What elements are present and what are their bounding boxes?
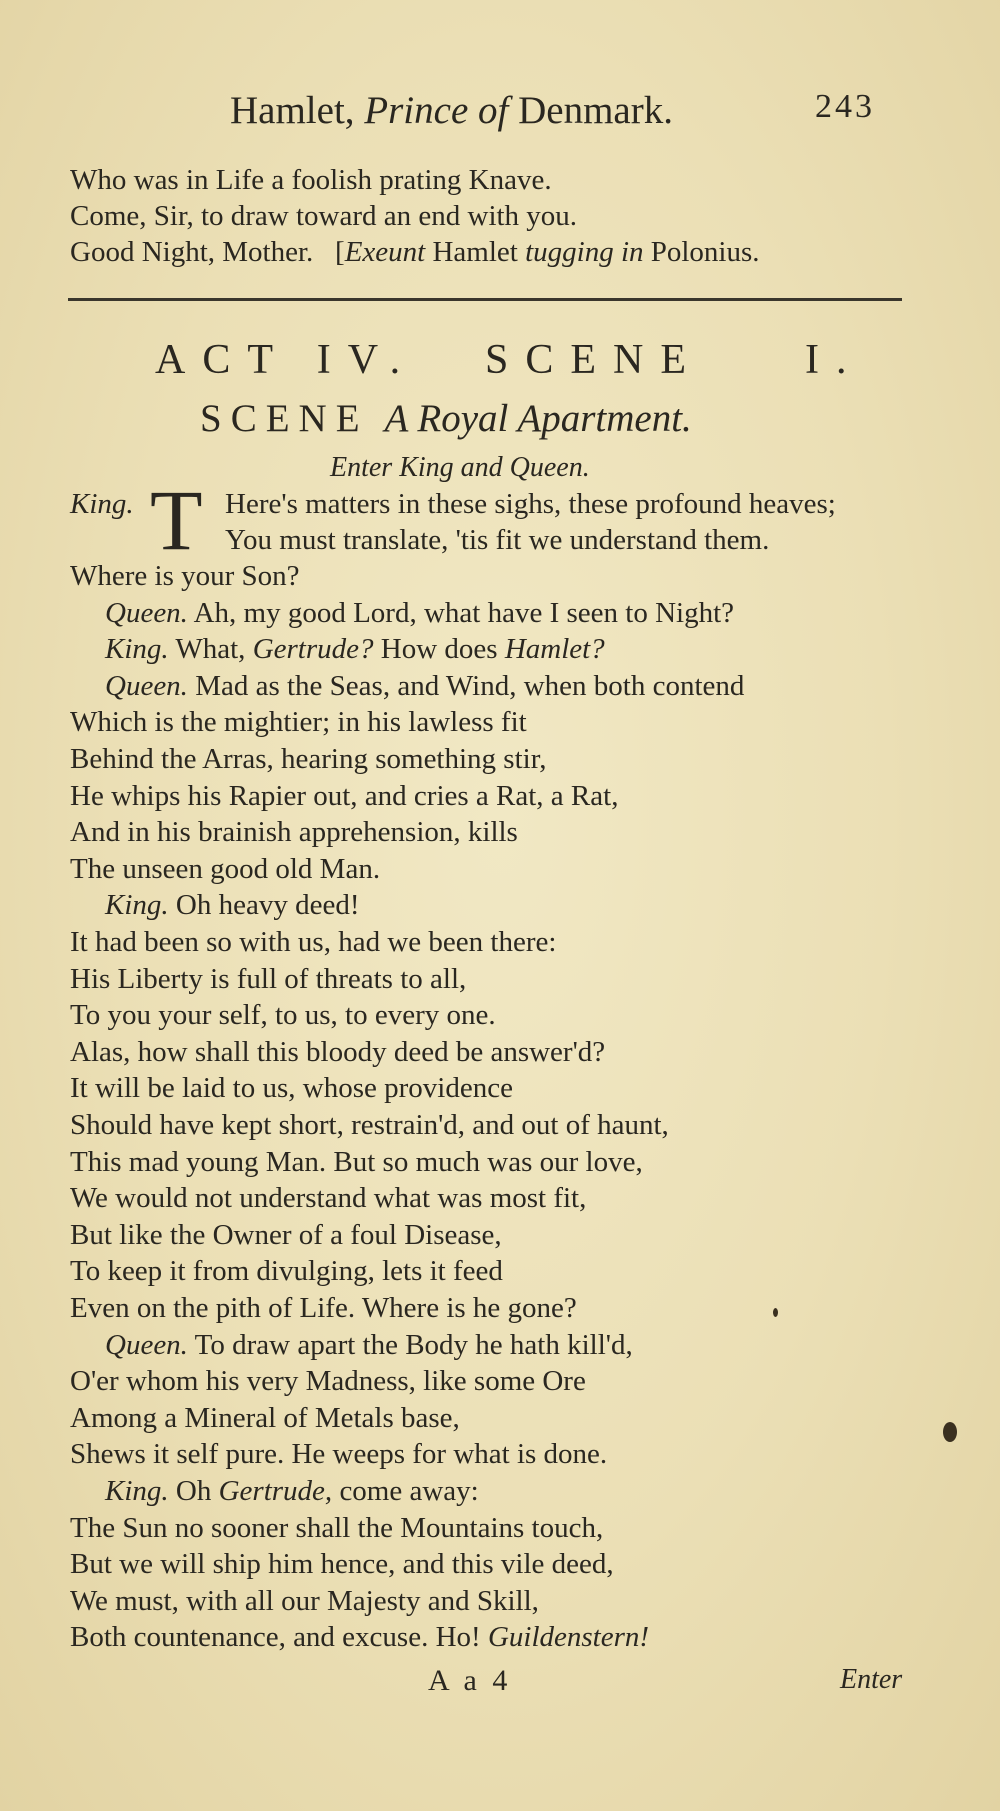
- act-label: ACT IV.: [155, 337, 418, 383]
- exit-line: [70, 234, 760, 270]
- scene-heading: [200, 396, 692, 441]
- title-denmark: Denmark.: [508, 89, 673, 132]
- line-text: It had been so with us, had we been there:: [70, 926, 557, 958]
- act-scene-label: SCENE: [485, 337, 704, 383]
- verse-line: [70, 1510, 603, 1546]
- verse-line: [70, 961, 466, 997]
- verse-line: [70, 1546, 614, 1582]
- speech-line: [105, 1327, 633, 1363]
- italic-text: Gertrude?: [252, 633, 374, 666]
- first-speech-line-1: [70, 486, 134, 522]
- italic-text: Gertrude,: [218, 1475, 333, 1507]
- title-prince-of: Prince of: [364, 89, 509, 132]
- line-text: To keep it from divulging, lets it feed: [70, 1255, 503, 1288]
- line-text: The unseen good old Man.: [70, 852, 381, 885]
- exeunt-word: Exeunt: [344, 236, 426, 268]
- line-text: Should have kept short, restrain'd, and out of haunt,: [70, 1109, 669, 1141]
- line-text: But like the Owner of a foul Disease,: [70, 1218, 502, 1251]
- verse-line: [70, 1583, 539, 1619]
- line-text: We must, with all our Majesty and Skill,: [70, 1584, 539, 1617]
- ink-speck: [773, 1308, 778, 1317]
- line-text: This mad young Man. But so much was our love,: [70, 1145, 643, 1178]
- text-line: Who was in Life a foolish prating Knave.: [70, 164, 552, 196]
- line-text: Which is the mightier; in his lawless fit: [70, 706, 527, 739]
- speaker-name: Queen.: [105, 669, 188, 702]
- speech-line: [105, 668, 744, 704]
- line-text: Where is your Son?: [70, 560, 300, 592]
- exit-bracket: [: [335, 236, 345, 268]
- catchword: Enter: [840, 1664, 903, 1695]
- verse-line: [70, 1400, 460, 1436]
- verse-line: [70, 1619, 649, 1655]
- line-text: Even on the pith of Life. Where is he gone?: [70, 1292, 577, 1324]
- first-speech-text-2: You must translate, 'tis fit we understand them.: [225, 524, 770, 556]
- drop-cap: T: [150, 472, 203, 568]
- line-text: Shews it self pure. He weeps for what is done.: [70, 1438, 608, 1471]
- polonius-name: Polonius.: [643, 236, 760, 268]
- verse-line: [70, 558, 300, 594]
- line-text: To you your self, to us, to every one.: [70, 999, 496, 1032]
- verse-line: [70, 1070, 513, 1106]
- act-heading: [155, 336, 864, 384]
- speech-line: [105, 887, 360, 923]
- line-text: We would not understand what was most fit,: [70, 1182, 587, 1215]
- line-text: Oh: [168, 1475, 219, 1507]
- italic-text: Guildenstern!: [487, 1621, 650, 1654]
- speech-line: [105, 595, 734, 631]
- speaker-name: King.: [105, 1475, 169, 1507]
- verse-line: [70, 1290, 577, 1326]
- line-text: His Liberty is full of threats to all,: [70, 962, 467, 995]
- verse-line: [70, 924, 556, 960]
- line-text: But we will ship him hence, and this vile deed,: [70, 1548, 614, 1581]
- line-text: The Sun no sooner shall the Mountains touch,: [70, 1511, 604, 1544]
- verse-line: [70, 814, 518, 850]
- verse-line: [70, 1217, 502, 1253]
- verse-line: [70, 1253, 503, 1289]
- line-text: Both countenance, and excuse. Ho!: [70, 1621, 488, 1654]
- line-text: It will be laid to us, whose providence: [70, 1072, 513, 1105]
- verse-line: [70, 1034, 605, 1070]
- speaker-name: King.: [105, 633, 169, 666]
- title-hamlet: Hamlet,: [230, 89, 365, 132]
- text-line: Come, Sir, to draw toward an end with you.: [70, 200, 578, 232]
- verse-line: [70, 997, 496, 1033]
- speaker-king: King.: [70, 488, 134, 520]
- hamlet-name: Hamlet: [425, 236, 526, 268]
- line-text: What,: [168, 633, 253, 666]
- line-text: How does: [373, 633, 505, 666]
- verse-line: [70, 1180, 586, 1216]
- scene-place: A Royal Apartment.: [384, 397, 692, 440]
- line-text: Behind the Arras, hearing something stir,: [70, 743, 547, 775]
- exit-line-text: Good Night, Mother.: [70, 236, 314, 268]
- line-text: Ah, my good Lord, what have I seen to Night?: [187, 596, 734, 629]
- verse-line: [70, 1363, 586, 1399]
- verse-line: [70, 1144, 643, 1180]
- line-text: Mad as the Seas, and Wind, when both contend: [187, 669, 745, 702]
- verse-line: [70, 1436, 607, 1472]
- line-text: Among a Mineral of Metals base,: [70, 1401, 460, 1434]
- signature-mark: A a 4: [428, 1664, 512, 1697]
- italic-text: Hamlet?: [504, 633, 605, 666]
- speech-line: [105, 631, 605, 667]
- speaker-name: King.: [105, 889, 169, 922]
- section-rule: [68, 298, 902, 301]
- speaker-name: Queen.: [105, 1328, 188, 1361]
- running-header: [0, 88, 1000, 138]
- verse-line: [70, 778, 618, 814]
- verse-line: [70, 1107, 669, 1143]
- verse-line: [70, 704, 527, 740]
- speech-line: [105, 1473, 479, 1509]
- running-title: [230, 88, 673, 133]
- line-text: He whips his Rapier out, and cries a Rat, a Rat,: [70, 779, 619, 812]
- scene-label: SCENE: [200, 397, 369, 440]
- stage-direction: Enter King and Queen.: [330, 452, 590, 483]
- verse-line: [70, 851, 380, 887]
- line-text: Oh heavy deed!: [168, 889, 360, 922]
- first-speech-text-1: Here's matters in these sighs, these profound heaves;: [225, 488, 836, 520]
- line-text: Alas, how shall this bloody deed be answer'd?: [70, 1035, 606, 1068]
- tugging-word: tugging in: [525, 236, 644, 268]
- line-text: To draw apart the Body he hath kill'd,: [187, 1328, 633, 1361]
- scene-number: I.: [805, 337, 864, 383]
- verse-line: [70, 741, 546, 777]
- line-text: And in his brainish apprehension, kills: [70, 816, 518, 849]
- line-text: O'er whom his very Madness, like some Ore: [70, 1365, 586, 1398]
- page-number: 243: [815, 88, 875, 125]
- ink-smudge: [943, 1422, 957, 1442]
- speaker-name: Queen.: [105, 596, 188, 629]
- line-text: come away:: [332, 1475, 479, 1507]
